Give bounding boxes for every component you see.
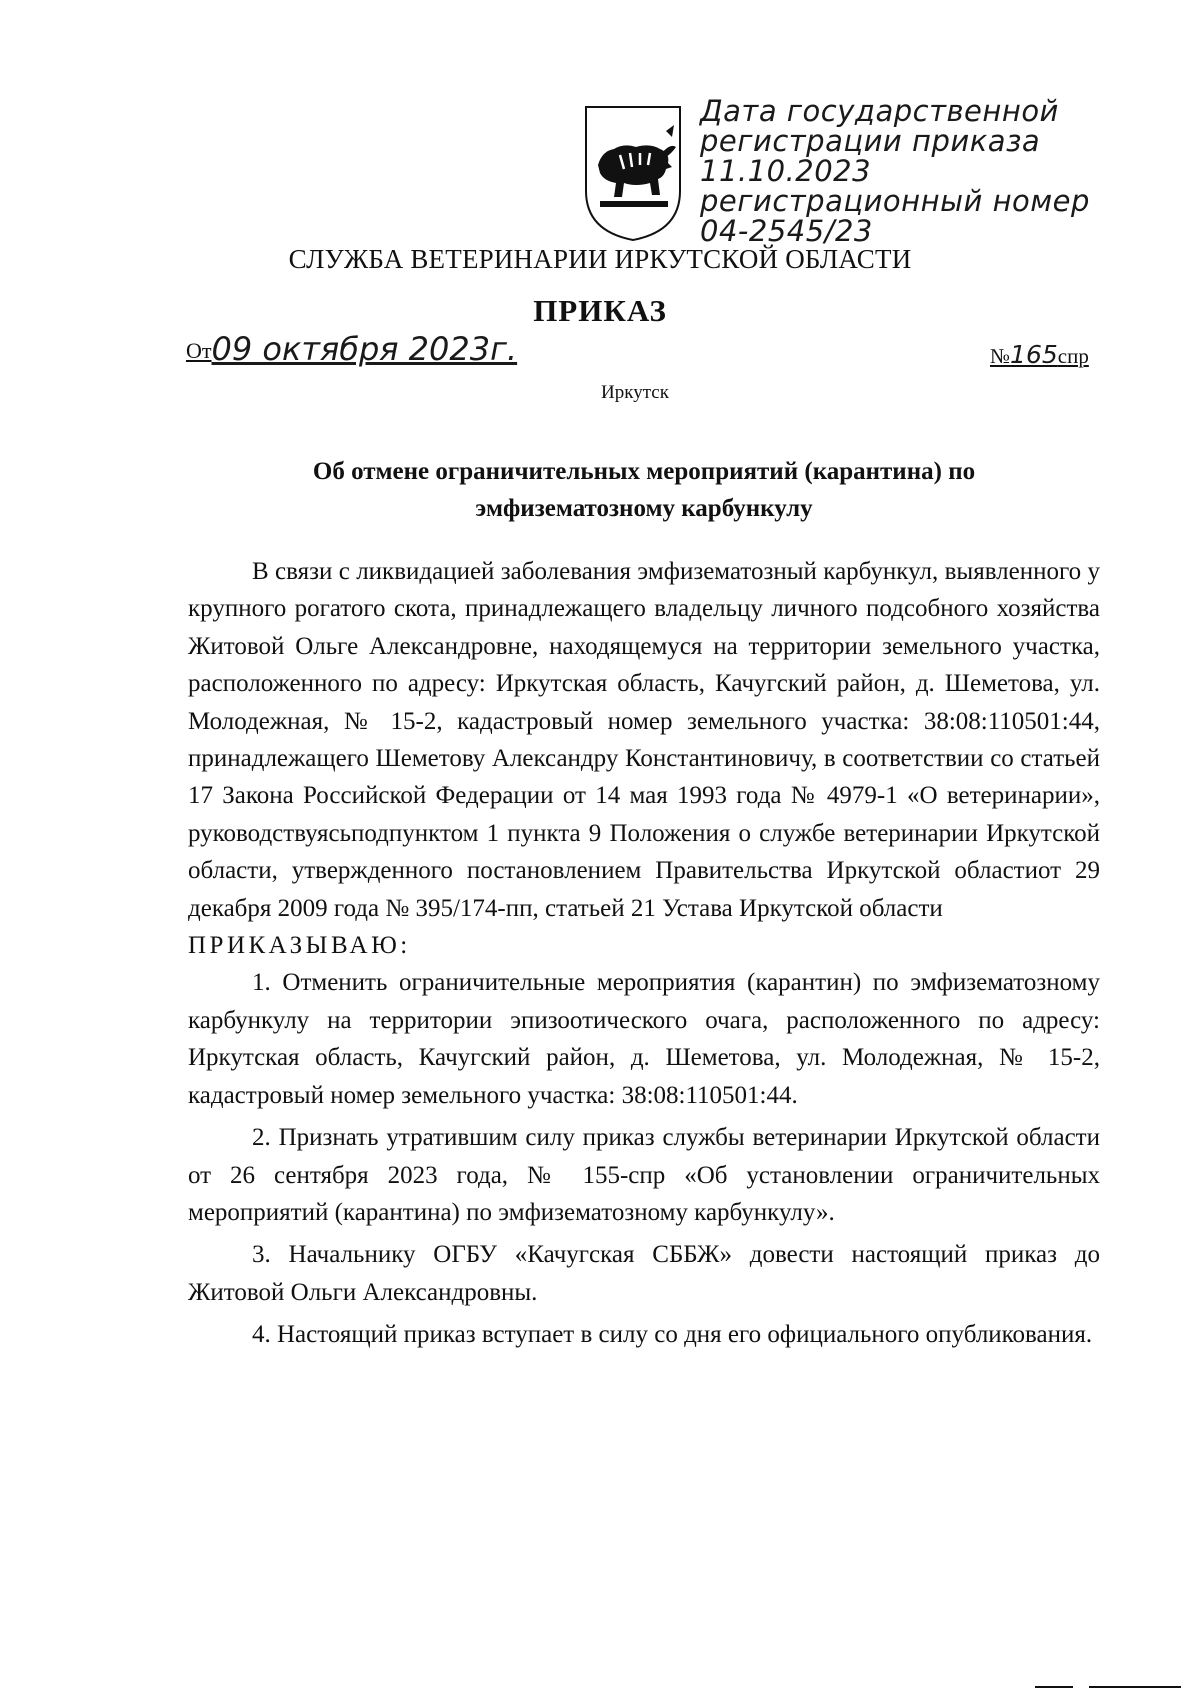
- order-item: 3. Начальнику ОГБУ «Качугская СББЖ» довести настоящий приказ до Житовой Ольги Александровны.: [188, 1241, 1100, 1306]
- stamp-line: 04-2545/23: [700, 214, 873, 248]
- subject-line: эмфизематозному карбункулу: [475, 495, 813, 522]
- order-item: 4. Настоящий приказ вступает в силу со дня его официального опубликования.: [252, 1321, 1093, 1349]
- order-word: ПРИКАЗЫВАЮ:: [188, 932, 411, 960]
- order-item: 1. Отменить ограничительные мероприятия (карантин) по эмфизематозному карбункулу на территории эпизоотического очага, расположенного по адресу: Иркутская область, Качугский район, д. Шеметова, ул. Молодежная, № 15-2, кадастровый номер земельного участка: 38:08:110501:44.: [188, 969, 1100, 1109]
- stamp-line: регистрационный номер: [700, 184, 1090, 218]
- document-title: ПРИКАЗ: [533, 293, 667, 328]
- stamp-line: 11.10.2023: [700, 154, 872, 188]
- number-handwritten: 165: [1010, 340, 1058, 369]
- stamp-line: Дата государственной: [700, 94, 1059, 128]
- registration-stamp: [700, 96, 1170, 246]
- coat-of-arms-emblem: [580, 103, 686, 243]
- coat-of-arms-icon: [580, 103, 686, 243]
- stamp-line: регистрации приказа: [700, 124, 1041, 158]
- page-footer-marks: [1035, 1677, 1185, 1681]
- subject-line: Об отмене ограничительных мероприятий (карантина) по: [312, 458, 976, 485]
- date-prefix: От: [186, 338, 212, 363]
- document-body: [188, 553, 1100, 1354]
- order-item: 2. Признать утратившим силу приказ службы ветеринарии Иркутской области от 26 сентября 2023 года, № 155-спр «Об установлении ограничительных мероприятий (карантина) по эмфизематозному карбункулу».: [188, 1124, 1100, 1226]
- document-subject: [186, 453, 1102, 527]
- date-handwritten: 09 октября 2023г.: [211, 330, 518, 368]
- number-prefix: №: [990, 344, 1011, 368]
- order-number: [990, 340, 1089, 369]
- order-date: [186, 330, 517, 368]
- number-suffix: спр: [1057, 344, 1089, 368]
- organization-name: СЛУЖБА ВЕТЕРИНАРИИ ИРКУТСКОЙ ОБЛАСТИ: [288, 244, 912, 274]
- preamble-paragraph: В связи с ликвидацией заболевания эмфизематозный карбункул, выявленного у крупного рогатого скота, принадлежащего владельцу личного подсобного хозяйства Житовой Ольге Александровне, находящемуся на территории земельного участка, расположенного по адресу: Иркутская область, Качугский район, д. Шеметова, ул. Молодежная, № 15-2, кадастровый номер земельного участка: 38:08:110501:44, принадлежащего Шеметову Александру Константиновичу, в соответствии со статьей 17 Закона Российской Федерации от 14 мая 1993 года № 4979-1 «О ветеринарии», руководствуясьподпунктом 1 пункта 9 Положения о службе ветеринарии Иркутской области, утвержденного постановлением Правительства Иркутской областиот 29 декабря 2009 года № 395/174-пп, статьей 21 Устава Иркутской области: [188, 558, 1100, 922]
- city: Иркутск: [601, 382, 669, 403]
